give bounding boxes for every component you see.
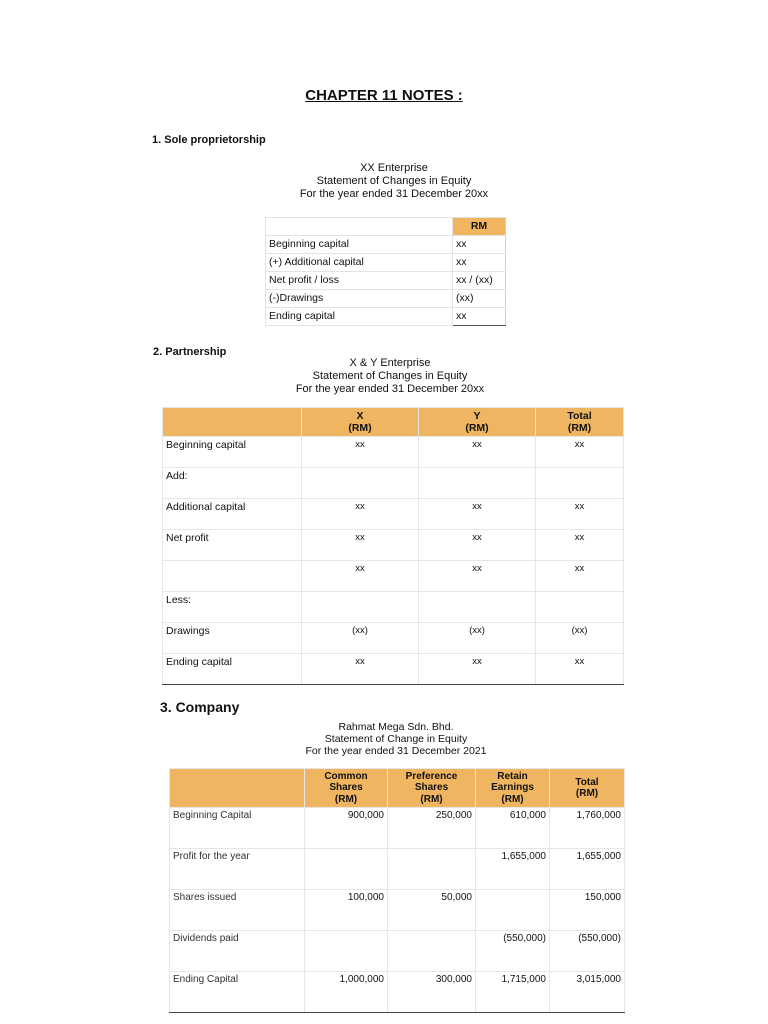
table-row xyxy=(163,499,624,530)
cell-total: xx xyxy=(536,561,624,592)
row-value: xx xyxy=(453,254,506,272)
header-blank xyxy=(163,408,302,437)
cell-x: xx xyxy=(302,654,419,685)
section-1-header xyxy=(234,162,554,201)
header-preference-shares: Preference Shares (RM) xyxy=(388,769,476,808)
cell-total: 1,760,000 xyxy=(550,808,625,849)
cell-x: xx xyxy=(302,437,419,468)
table-row xyxy=(266,254,506,272)
cell-total: xx xyxy=(536,437,624,468)
table-row xyxy=(170,931,625,972)
cell-y: xx xyxy=(419,561,536,592)
table-row xyxy=(163,437,624,468)
cell-total xyxy=(536,468,624,499)
company-name: Rahmat Mega Sdn. Bhd. xyxy=(338,721,454,733)
row-label: (+) Additional capital xyxy=(266,254,453,272)
table-row xyxy=(170,890,625,931)
row-label: Shares issued xyxy=(170,890,305,931)
row-label: Less: xyxy=(163,592,302,623)
section-2-header xyxy=(230,357,550,396)
cell-y xyxy=(419,468,536,499)
row-label: (-)Drawings xyxy=(266,290,453,308)
header-rm: RM xyxy=(453,218,506,236)
cell-x xyxy=(302,468,419,499)
table-row xyxy=(163,561,624,592)
statement-period: For the year ended 31 December 20xx xyxy=(295,383,485,395)
company-name: X & Y Enterprise xyxy=(349,357,431,369)
cell-y: xx xyxy=(419,499,536,530)
partnership-table xyxy=(162,407,624,685)
table-row xyxy=(163,654,624,685)
cell-x: (xx) xyxy=(302,623,419,654)
row-value: xx xyxy=(453,236,506,254)
row-label xyxy=(163,561,302,592)
table-row xyxy=(163,468,624,499)
section-2-heading: 2. Partnership xyxy=(153,346,227,358)
row-label: Ending capital xyxy=(266,308,453,326)
header-x: X (RM) xyxy=(302,408,419,437)
row-label: Ending capital xyxy=(163,654,302,685)
header-blank xyxy=(266,218,453,236)
section-3-heading: 3. Company xyxy=(160,699,240,715)
cell-y xyxy=(419,592,536,623)
table-row xyxy=(170,808,625,849)
header-retained-earnings: Retain Earnings (RM) xyxy=(476,769,550,808)
table-row xyxy=(266,290,506,308)
row-label: Beginning capital xyxy=(266,236,453,254)
table-row xyxy=(163,623,624,654)
statement-title: Statement of Change in Equity xyxy=(324,733,468,745)
row-label: Net profit xyxy=(163,530,302,561)
cell-preference xyxy=(388,849,476,890)
cell-y: (xx) xyxy=(419,623,536,654)
table-row xyxy=(170,972,625,1013)
cell-total: xx xyxy=(536,654,624,685)
cell-total: (550,000) xyxy=(550,931,625,972)
cell-preference xyxy=(388,931,476,972)
cell-preference: 50,000 xyxy=(388,890,476,931)
cell-retained: 610,000 xyxy=(476,808,550,849)
row-label: Ending Capital xyxy=(170,972,305,1013)
statement-title: Statement of Changes in Equity xyxy=(316,175,472,187)
cell-total xyxy=(536,592,624,623)
company-table xyxy=(169,768,625,1013)
cell-total: 3,015,000 xyxy=(550,972,625,1013)
table-row xyxy=(266,308,506,326)
header-total: Total (RM) xyxy=(536,408,624,437)
row-label: Beginning capital xyxy=(163,437,302,468)
table-row xyxy=(266,272,506,290)
cell-total: 1,655,000 xyxy=(550,849,625,890)
header-common-shares: Common Shares (RM) xyxy=(305,769,388,808)
cell-common xyxy=(305,849,388,890)
section-1-heading: 1. Sole proprietorship xyxy=(152,134,266,146)
cell-y: xx xyxy=(419,654,536,685)
cell-y: xx xyxy=(419,437,536,468)
table-row xyxy=(163,592,624,623)
cell-common: 1,000,000 xyxy=(305,972,388,1013)
table-row xyxy=(163,530,624,561)
statement-title: Statement of Changes in Equity xyxy=(312,370,468,382)
cell-total: xx xyxy=(536,499,624,530)
row-label: Dividends paid xyxy=(170,931,305,972)
row-label: Beginning Capital xyxy=(170,808,305,849)
cell-common xyxy=(305,931,388,972)
header-y: Y (RM) xyxy=(419,408,536,437)
cell-total: 150,000 xyxy=(550,890,625,931)
row-value: (xx) xyxy=(453,290,506,308)
cell-preference: 300,000 xyxy=(388,972,476,1013)
section-3-header xyxy=(236,721,556,757)
row-value: xx xyxy=(453,308,506,326)
table-row xyxy=(170,849,625,890)
cell-x: xx xyxy=(302,530,419,561)
cell-retained xyxy=(476,890,550,931)
cell-retained: 1,655,000 xyxy=(476,849,550,890)
row-label: Profit for the year xyxy=(170,849,305,890)
cell-total: xx xyxy=(536,530,624,561)
row-label: Additional capital xyxy=(163,499,302,530)
cell-x: xx xyxy=(302,499,419,530)
cell-common: 100,000 xyxy=(305,890,388,931)
company-name: XX Enterprise xyxy=(360,162,428,174)
cell-total: (xx) xyxy=(536,623,624,654)
cell-x: xx xyxy=(302,561,419,592)
header-total: Total (RM) xyxy=(550,769,625,808)
row-label: Drawings xyxy=(163,623,302,654)
header-blank xyxy=(170,769,305,808)
row-label: Add: xyxy=(163,468,302,499)
statement-period: For the year ended 31 December 20xx xyxy=(299,188,489,200)
sole-proprietorship-table xyxy=(265,217,506,326)
page-title: CHAPTER 11 NOTES : xyxy=(305,87,463,104)
statement-period: For the year ended 31 December 2021 xyxy=(305,745,487,757)
row-value: xx / (xx) xyxy=(453,272,506,290)
cell-retained: 1,715,000 xyxy=(476,972,550,1013)
table-row xyxy=(266,236,506,254)
cell-retained: (550,000) xyxy=(476,931,550,972)
cell-x xyxy=(302,592,419,623)
row-label: Net profit / loss xyxy=(266,272,453,290)
cell-common: 900,000 xyxy=(305,808,388,849)
cell-preference: 250,000 xyxy=(388,808,476,849)
cell-y: xx xyxy=(419,530,536,561)
